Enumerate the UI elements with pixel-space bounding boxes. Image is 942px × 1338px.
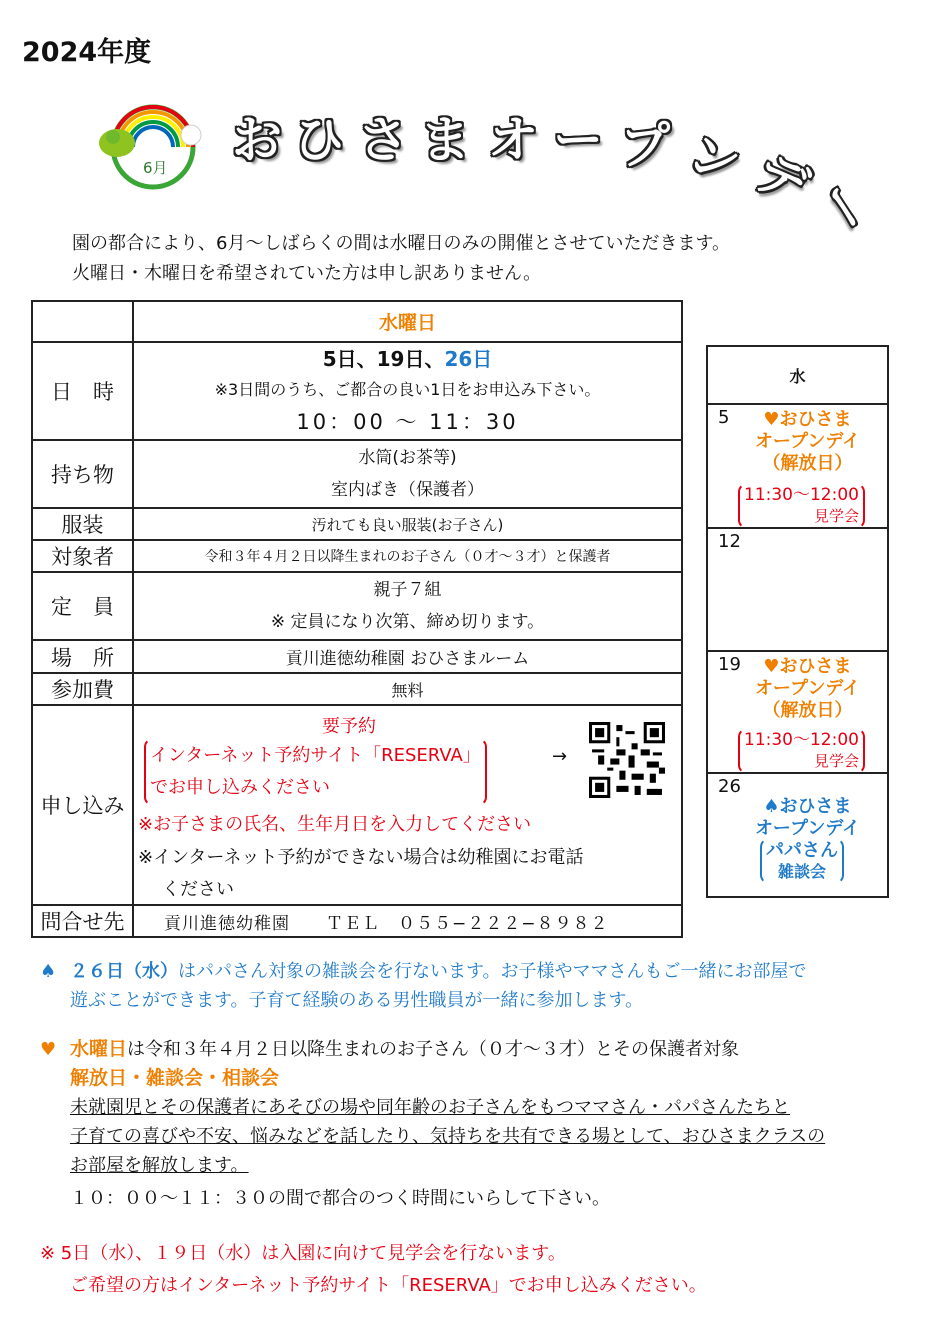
heart-u1: 未就園児とその保護者にあそびの場や同年齢のお子さんをもつママさん・パパさんたちと bbox=[70, 1097, 790, 1118]
title-char: デ bbox=[744, 141, 818, 218]
papa-line: パパさん bbox=[766, 840, 838, 861]
title-char: ン bbox=[680, 123, 748, 196]
visit-label: 見学会 bbox=[813, 507, 859, 525]
date-label: 日 時 bbox=[32, 342, 133, 440]
heart-time: １０：００〜１１：３０の間で都合のつく時間にいらして下さい。 bbox=[70, 1188, 610, 1209]
capacity-label: 定 員 bbox=[32, 572, 133, 640]
arrow-icon: → bbox=[552, 746, 568, 767]
title-char: ひ bbox=[294, 111, 344, 169]
days-last: 26日 bbox=[444, 347, 493, 371]
visit-time: 11:30〜12:00 bbox=[744, 485, 859, 505]
day-number: 26 bbox=[718, 776, 741, 797]
reserva-line: インターネット予約サイト「RESERVA」 bbox=[150, 745, 481, 766]
logo-month: 6月 bbox=[143, 159, 168, 177]
items-line: 室内ばき（保護者） bbox=[331, 480, 484, 500]
calendar bbox=[706, 345, 889, 898]
event-line: （解放日） bbox=[762, 453, 853, 474]
visit-label: 見学会 bbox=[813, 752, 859, 770]
event-line: （解放日） bbox=[762, 700, 853, 721]
contact-label: 問合せ先 bbox=[32, 905, 133, 937]
title-char: ー bbox=[805, 171, 882, 245]
apply-note-2: ※インターネット予約ができない場合は幼稚園にお電話 bbox=[138, 847, 584, 868]
visit-line-1: ※ 5日（水）、１９日（水）は入園に向けて見学会を行ないます。 bbox=[40, 1243, 566, 1264]
reserva-line: でお申し込みください bbox=[150, 777, 330, 798]
visit-line-2: ご希望の方はインターネット予約サイト「RESERVA」でお申し込みください。 bbox=[70, 1275, 707, 1296]
apply-note-1: ※お子さまの氏名、生年月日を入力してください bbox=[138, 814, 532, 835]
date-note: ※3日間のうち、ご都合の良い1日をお申込み下さい。 bbox=[214, 380, 601, 399]
heart-u2: 子育ての喜びや不安、悩みなどを話したり、気持ちを共有できる場として、おひさまクラスの bbox=[70, 1126, 826, 1147]
title-char: お bbox=[232, 111, 282, 169]
year-label: 2024年度 bbox=[22, 37, 152, 68]
items-line: 水筒(お茶等) bbox=[358, 448, 457, 468]
title-char: プ bbox=[620, 117, 670, 175]
visit-time: 11:30〜12:00 bbox=[744, 730, 859, 750]
date-days bbox=[134, 343, 681, 375]
title-char: ま bbox=[420, 111, 470, 169]
heart-u3: お部屋を解放します。 bbox=[70, 1155, 249, 1176]
visit-box bbox=[738, 483, 865, 529]
spade-line: はパパさん対象の雑談会を行ないます。お子様やママさんもご一緒にお部屋で bbox=[178, 961, 807, 982]
event-line: オープンデイ bbox=[754, 818, 861, 839]
title-char: ー bbox=[553, 111, 603, 169]
clothes-label: 服装 bbox=[32, 508, 133, 540]
info-table bbox=[31, 300, 683, 938]
fee-value: 無料 bbox=[133, 673, 682, 705]
heart-note bbox=[40, 1035, 920, 1213]
fee-label: 参加費 bbox=[32, 673, 133, 705]
calendar-day[interactable] bbox=[707, 773, 888, 897]
reserva-link[interactable] bbox=[144, 738, 487, 806]
event-line: オープンデイ bbox=[754, 431, 861, 452]
spade-head: ２６日（水） bbox=[70, 961, 178, 982]
papa-box bbox=[760, 838, 844, 884]
blank-cell bbox=[32, 301, 133, 342]
spade-icon: ♠ bbox=[40, 961, 57, 982]
place-label: 場 所 bbox=[32, 640, 133, 673]
clothes-value: 汚れても良い服装(お子さん) bbox=[133, 508, 682, 540]
visit-box bbox=[738, 728, 865, 774]
event-line: ♥おひさま bbox=[763, 656, 852, 677]
event-line: ♠おひさま bbox=[763, 796, 852, 817]
day-number: 19 bbox=[718, 654, 741, 675]
reserve-required: 要予約 bbox=[322, 716, 376, 737]
heart-sub: 解放日・雑談会・相談会 bbox=[70, 1067, 280, 1089]
days-main: 5日、19日、 bbox=[322, 347, 445, 371]
heart-icon: ♥ bbox=[40, 1039, 57, 1060]
rainbow-icon bbox=[95, 95, 205, 195]
calendar-day[interactable] bbox=[707, 404, 888, 528]
contact-value: 貢川進徳幼稚園 ＴＥＬ ０５５−２２２−８９８２ bbox=[133, 905, 682, 937]
spade-note bbox=[40, 957, 920, 1015]
calendar-day[interactable] bbox=[707, 528, 888, 651]
event-line: オープンデイ bbox=[754, 678, 861, 699]
day-number: 5 bbox=[718, 407, 730, 428]
target-value: 令和３年４月２日以降生まれのお子さん（０才〜３才）と保護者 bbox=[133, 540, 682, 572]
calendar-header: 水 bbox=[707, 346, 888, 404]
heart-head: 水曜日 bbox=[70, 1038, 128, 1060]
title-char: さ bbox=[358, 111, 408, 169]
heart-line: は令和３年４月２日以降生まれのお子さん（０才〜３才）とその保護者対象 bbox=[127, 1039, 740, 1060]
event-line: ♥おひさま bbox=[763, 409, 852, 430]
col-header: 水曜日 bbox=[133, 301, 682, 342]
qr-code-icon[interactable] bbox=[589, 722, 665, 798]
target-label: 対象者 bbox=[32, 540, 133, 572]
capacity-line: 親子７組 bbox=[373, 580, 442, 600]
visit-note bbox=[40, 1238, 920, 1302]
calendar-day[interactable] bbox=[707, 651, 888, 773]
place-value: 貢川進徳幼稚園 おひさまルーム bbox=[133, 640, 682, 673]
day-number: 12 bbox=[718, 531, 741, 552]
intro-line: 園の都合により、6月〜しばらくの間は水曜日のみの開催とさせていただきます。 bbox=[72, 233, 731, 254]
spade-line-2: 遊ぶことができます。子育て経験のある男性職員が一緒に参加します。 bbox=[70, 990, 644, 1011]
title-char: オ bbox=[488, 111, 538, 169]
items-label: 持ち物 bbox=[32, 440, 133, 508]
apply-label: 申し込み bbox=[32, 705, 133, 905]
capacity-line: ※ 定員になり次第、締め切ります。 bbox=[270, 612, 545, 632]
papa-line: 雑談会 bbox=[777, 862, 826, 881]
apply-note-2b: ください bbox=[162, 879, 234, 900]
intro-line: 火曜日・木曜日を希望されていた方は申し訳ありません。 bbox=[72, 263, 542, 284]
date-time: 10：00 〜 11：30 bbox=[296, 410, 519, 434]
rainbow-logo bbox=[95, 95, 205, 195]
